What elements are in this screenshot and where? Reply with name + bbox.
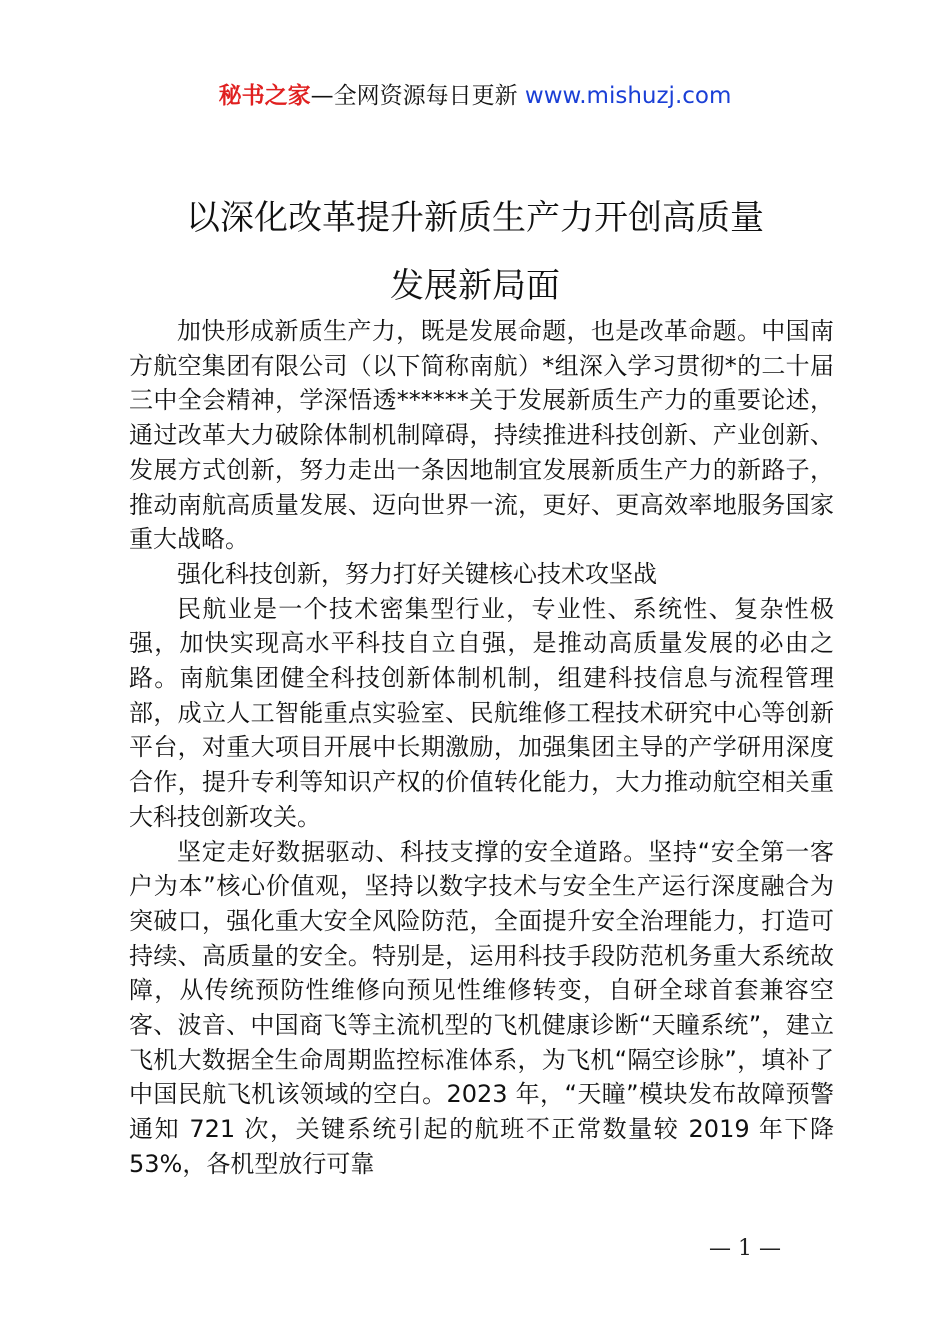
page-number: — 1 — <box>709 1236 781 1261</box>
paragraph-intro: 加快形成新质生产力，既是发展命题，也是改革命题。中国南方航空集团有限公司（以下简称南航）*组深入学习贯彻*的二十届三中全会精神，学深悟透******关于发展新质生产力的重要论述，通过改革大力破除体制机制障碍，持续推进科技创新、产业创新、发展方式创新，努力走出一条因地制宜发展新质生产力的新路子，推动南航高质量发展、迈向世界一流，更好、更高效率地服务国家重大战略。 <box>129 317 834 554</box>
paragraph-safety: 坚定走好数据驱动、科技支撑的安全道路。坚持“安全第一客户为本”核心价值观，坚持以数字技术与安全生产运行深度融合为突破口，强化重大安全风险防范，全面提升安全治理能力，打造可持续、高质量的安全。特别是，运用科技手段防范机务重大系统故障，从传统预防性维修向预见性维修转变，自研全球首套兼容空客、波音、中国商飞等主流机型的飞机健康诊断“天瞳系统”，建立飞机大数据全生命周期监控标准体系，为飞机“隔空诊脉”，填补了中国民航飞机该领域的空白。2023 年，“天瞳”模块发布故障预警通知 721 次，关键系统引起的航班不正常数量较 2019 年下降 53%，各机型放行可靠 <box>129 837 834 1178</box>
document-body <box>129 314 834 1182</box>
banner-slogan: —全网资源每日更新 <box>310 83 525 109</box>
document-title-line-2: 发展新局面 <box>390 266 560 306</box>
banner-site-url[interactable]: www.mishuzj.com <box>524 83 732 109</box>
site-banner <box>0 80 950 112</box>
paragraph-tech-innovation: 民航业是一个技术密集型行业，专业性、系统性、复杂性极强，加快实现高水平科技自立自强，是推动高质量发展的必由之路。南航集团健全科技创新体制机制，组建科技信息与流程管理部，成立人工智能重点实验室、民航维修工程技术研究中心等创新平台，对重大项目开展中长期激励，加强集团主导的产学研用深度合作，提升专利等知识产权的价值转化能力，大力推动航空相关重大科技创新攻关。 <box>129 594 834 831</box>
document-title-line-1: 以深化改革提升新质生产力开创高质量 <box>186 198 764 238</box>
banner-brand: 秘书之家 <box>218 83 311 109</box>
section-heading: 强化科技创新，努力打好关键核心技术攻坚战 <box>177 559 657 588</box>
